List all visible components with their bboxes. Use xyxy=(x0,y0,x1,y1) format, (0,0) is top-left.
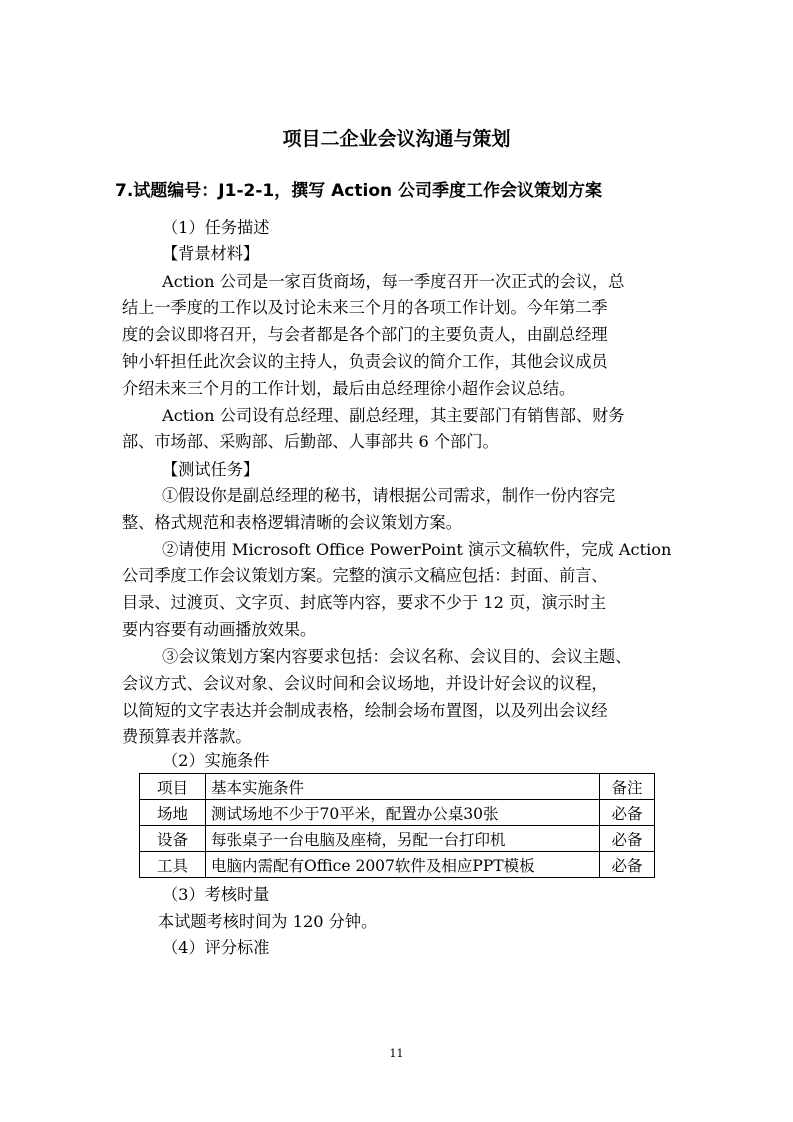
paragraph-line: 费预算表并落款。 xyxy=(122,727,252,746)
table-row xyxy=(140,800,655,826)
table-cell: 工具 xyxy=(140,852,206,878)
question-title: 7.试题编号：J1-2-1，撰写 Action 公司季度工作会议策划方案 xyxy=(115,181,603,201)
table-cell: 场地 xyxy=(140,800,206,826)
paragraph-line: 本试题考核时间为 120 分钟。 xyxy=(158,912,378,931)
paragraph-line: 介绍未来三个月的工作计划，最后由总经理徐小超作会议总结。 xyxy=(122,379,576,398)
paragraph-line: 要内容要有动画播放效果。 xyxy=(122,620,317,639)
paragraph-line: 度的会议即将召开，与会者都是各个部门的主要负责人，由副总经理 xyxy=(122,325,608,344)
paragraph-line: Action 公司设有总经理、副总经理，其主要部门有销售部、财务 xyxy=(162,406,625,425)
paragraph-line: 钟小轩担任此次会议的主持人，负责会议的简介工作，其他会议成员 xyxy=(122,352,608,371)
paragraph-line: 公司季度工作会议策划方案。完整的演示文稿应包括：封面、前言、 xyxy=(122,566,608,585)
table-cell: 必备 xyxy=(600,826,655,852)
section-heading: （4）评分标准 xyxy=(162,938,270,957)
table-cell: 测试场地不少于70平米，配置办公桌30张 xyxy=(206,800,600,826)
subheading: 【测试任务】 xyxy=(162,460,260,479)
section-heading: （2）实施条件 xyxy=(162,751,270,770)
conditions-table xyxy=(139,773,655,878)
paragraph-line: 会议方式、会议对象、会议时间和会议场地，并设计好会议的议程， xyxy=(122,674,608,693)
table-cell: 电脑内需配有Office 2007软件及相应PPT模板 xyxy=(206,852,600,878)
table-row xyxy=(140,852,655,878)
paragraph-line: 结上一季度的工作以及讨论未来三个月的各项工作计划。今年第二季 xyxy=(122,298,608,317)
section-heading: （3）考核时量 xyxy=(162,885,270,904)
paragraph-line: 整、格式规范和表格逻辑清晰的会议策划方案。 xyxy=(122,513,462,532)
subheading: 【背景材料】 xyxy=(162,244,260,263)
table-cell: 必备 xyxy=(600,800,655,826)
table-cell: 必备 xyxy=(600,852,655,878)
table-header-cell: 备注 xyxy=(600,774,655,800)
table-row xyxy=(140,826,655,852)
paragraph-line: 目录、过渡页、文字页、封底等内容，要求不少于 12 页，演示时主 xyxy=(122,593,607,612)
paragraph-line: ①假设你是副总经理的秘书，请根据公司需求，制作一份内容完 xyxy=(162,486,616,505)
table-header-row xyxy=(140,774,655,800)
table-header-cell: 基本实施条件 xyxy=(206,774,600,800)
paragraph-line: ③会议策划方案内容要求包括：会议名称、会议目的、会议主题、 xyxy=(162,647,632,666)
paragraph-line: Action 公司是一家百货商场，每一季度召开一次正式的会议，总 xyxy=(162,272,625,291)
table-cell: 每张桌子一台电脑及座椅，另配一台打印机 xyxy=(206,826,600,852)
section-heading: （1）任务描述 xyxy=(162,218,270,237)
table-cell: 设备 xyxy=(140,826,206,852)
page-title: 项目二企业会议沟通与策划 xyxy=(282,128,511,150)
table-header-cell: 项目 xyxy=(140,774,206,800)
page-number: 11 xyxy=(389,1047,404,1060)
paragraph-line: ②请使用 Microsoft Office PowerPoint 演示文稿软件，完成 Action xyxy=(162,540,672,559)
paragraph-line: 部、市场部、采购部、后勤部、人事部共 6 个部门。 xyxy=(122,432,499,451)
paragraph-line: 以简短的文字表达并会制成表格，绘制会场布置图，以及列出会议经 xyxy=(122,701,608,720)
